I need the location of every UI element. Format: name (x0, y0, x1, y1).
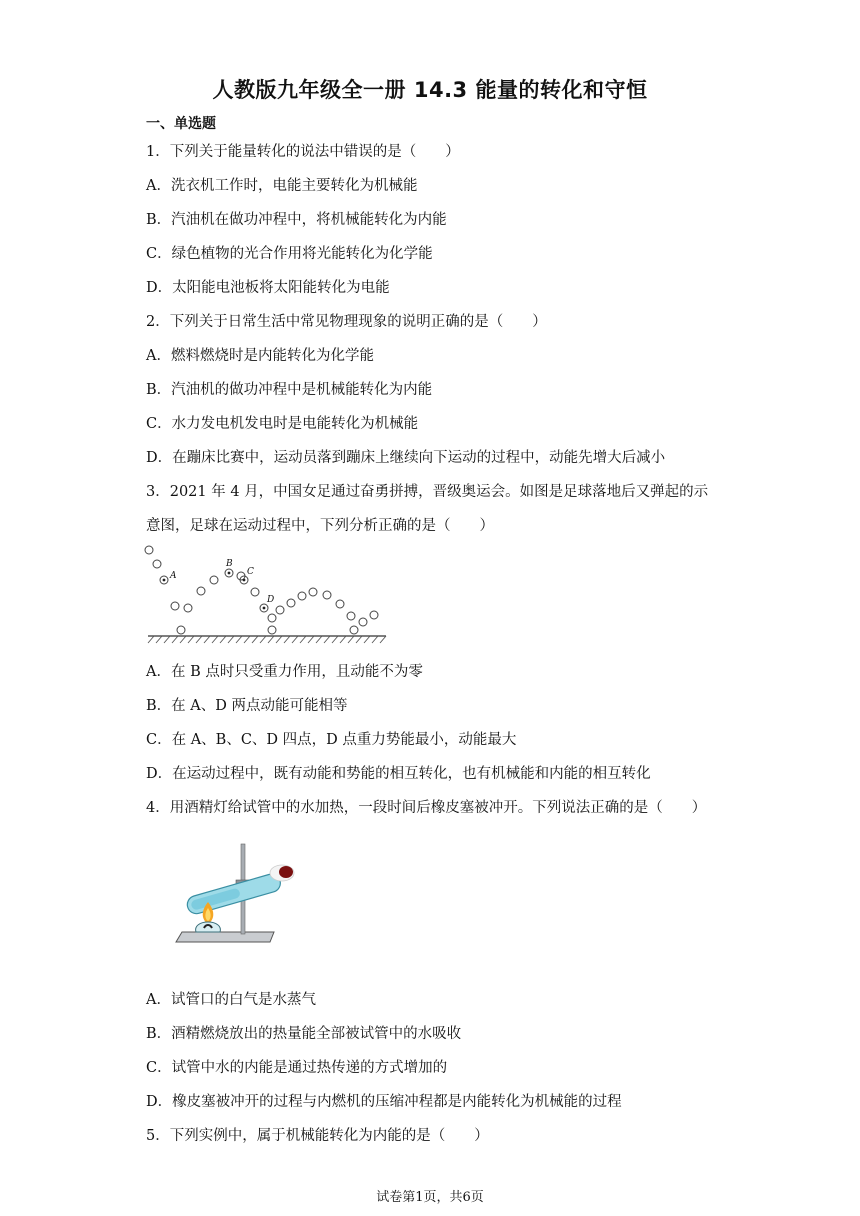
q2-option-a: A．燃料燃烧时是内能转化为化学能 (146, 348, 374, 364)
q2-option-d: D．在蹦床比赛中，运动员落到蹦床上继续向下运动的过程中，动能先增大后减小 (146, 450, 666, 466)
q1-option-c: C．绿色植物的光合作用将光能转化为化学能 (146, 246, 433, 262)
q1-stem: 1．下列关于能量转化的说法中错误的是（ ） (146, 144, 460, 160)
q1-option-a: A．洗衣机工作时，电能主要转化为机械能 (146, 178, 418, 194)
bouncing-ball-figure (140, 540, 390, 645)
q4-option-a: A．试管口的白气是水蒸气 (146, 992, 316, 1008)
q3-stem-line1: 3．2021 年 4 月，中国女足通过奋勇拼搏，晋级奥运会。如图是足球落地后又弹起的示 (146, 484, 709, 500)
label-a: A (170, 571, 177, 581)
q4-option-d: D．橡皮塞被冲开的过程与内燃机的压缩冲程都是内能转化为机械能的过程 (146, 1094, 622, 1110)
q4-option-b: B．酒精燃烧放出的热量能全部被试管中的水吸收 (146, 1026, 462, 1042)
page-title: 人教版九年级全一册 14.3 能量的转化和守恒 (212, 78, 648, 102)
test-tube-heating-figure (170, 840, 310, 950)
q2-option-c: C．水力发电机发电时是电能转化为机械能 (146, 416, 419, 432)
q1-option-b: B．汽油机在做功冲程中，将机械能转化为内能 (146, 212, 447, 228)
q5-stem: 5．下列实例中，属于机械能转化为内能的是（ ） (146, 1128, 489, 1144)
page-footer: 试卷第1页，共6页 (376, 1190, 484, 1205)
q1-option-d: D．太阳能电池板将太阳能转化为电能 (146, 280, 390, 296)
q2-option-b: B．汽油机的做功冲程中是机械能转化为内能 (146, 382, 433, 398)
q4-option-c: C．试管中水的内能是通过热传递的方式增加的 (146, 1060, 448, 1076)
label-b: B (226, 559, 233, 569)
q3-option-c: C．在 A、B、C、D 四点，D 点重力势能最小，动能最大 (146, 732, 517, 748)
q3-option-b: B．在 A、D 两点动能可能相等 (146, 698, 348, 714)
q4-stem: 4．用酒精灯给试管中的水加热，一段时间后橡皮塞被冲开。下列说法正确的是（ ） (146, 800, 707, 816)
q3-stem-line2: 意图，足球在运动过程中，下列分析正确的是（ ） (146, 518, 494, 534)
label-d: D (267, 595, 275, 605)
section-heading: 一、单选题 (146, 116, 216, 132)
q2-stem: 2．下列关于日常生活中常见物理现象的说明正确的是（ ） (146, 314, 547, 330)
q3-option-a: A．在 B 点时只受重力作用，且动能不为零 (146, 664, 423, 680)
label-c: C (247, 567, 254, 577)
q3-option-d: D．在运动过程中，既有动能和势能的相互转化，也有机械能和内能的相互转化 (146, 766, 651, 782)
